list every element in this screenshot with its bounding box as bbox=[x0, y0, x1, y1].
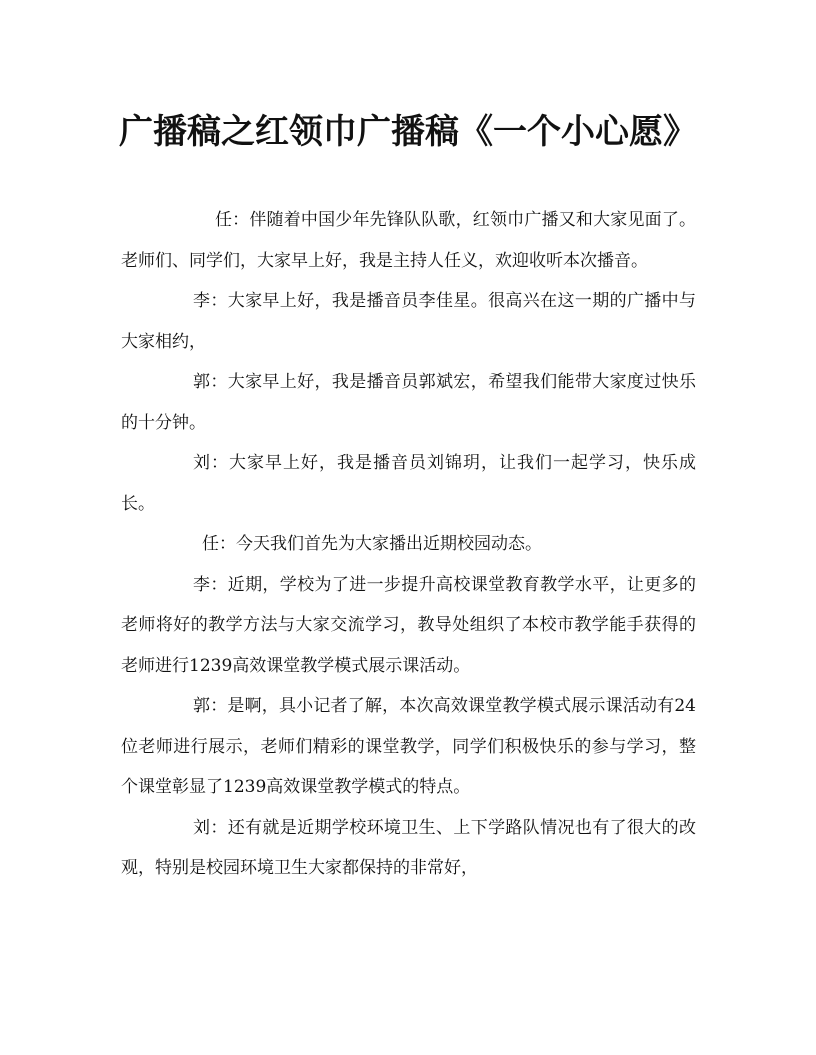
document-body bbox=[121, 200, 696, 889]
document-title: 广播稿之红领巾广播稿《一个小心愿》 bbox=[119, 112, 697, 152]
paragraph-liu-greeting: 刘：大家早上好，我是播音员刘锦玥，让我们一起学习，快乐成长。 bbox=[121, 453, 696, 514]
paragraph-guo-news: 郭：是啊，具小记者了解，本次高效课堂教学模式展示课活动有24位老师进行展示，老师们精彩的课堂教学，同学们积极快乐的参与学习，整个课堂彰显了1239高效课堂教学模式的特点。 bbox=[121, 696, 696, 797]
paragraph-li-greeting: 李：大家早上好，我是播音员李佳星。很高兴在这一期的广播中与大家相约， bbox=[121, 291, 696, 352]
paragraph-host-intro: 任：伴随着中国少年先锋队队歌，红领巾广播又和大家见面了。老师们、同学们，大家早上好，我是主持人任义，欢迎收听本次播音。 bbox=[121, 210, 696, 271]
paragraph-liu-news: 刘：还有就是近期学校环境卫生、上下学路队情况也有了很大的改观，特别是校园环境卫生大家都保持的非常好， bbox=[121, 817, 696, 878]
paragraph-host-news: 任：今天我们首先为大家播出近期校园动态。 bbox=[202, 534, 542, 554]
paragraph-li-news: 李：近期，学校为了进一步提升高校课堂教育教学水平，让更多的老师将好的教学方法与大家交流学习，教导处组织了本校市教学能手获得的老师进行1239高效课堂教学模式展示课活动。 bbox=[121, 574, 696, 676]
paragraph-guo-greeting: 郭：大家早上好，我是播音员郭斌宏，希望我们能带大家度过快乐的十分钟。 bbox=[121, 372, 696, 433]
